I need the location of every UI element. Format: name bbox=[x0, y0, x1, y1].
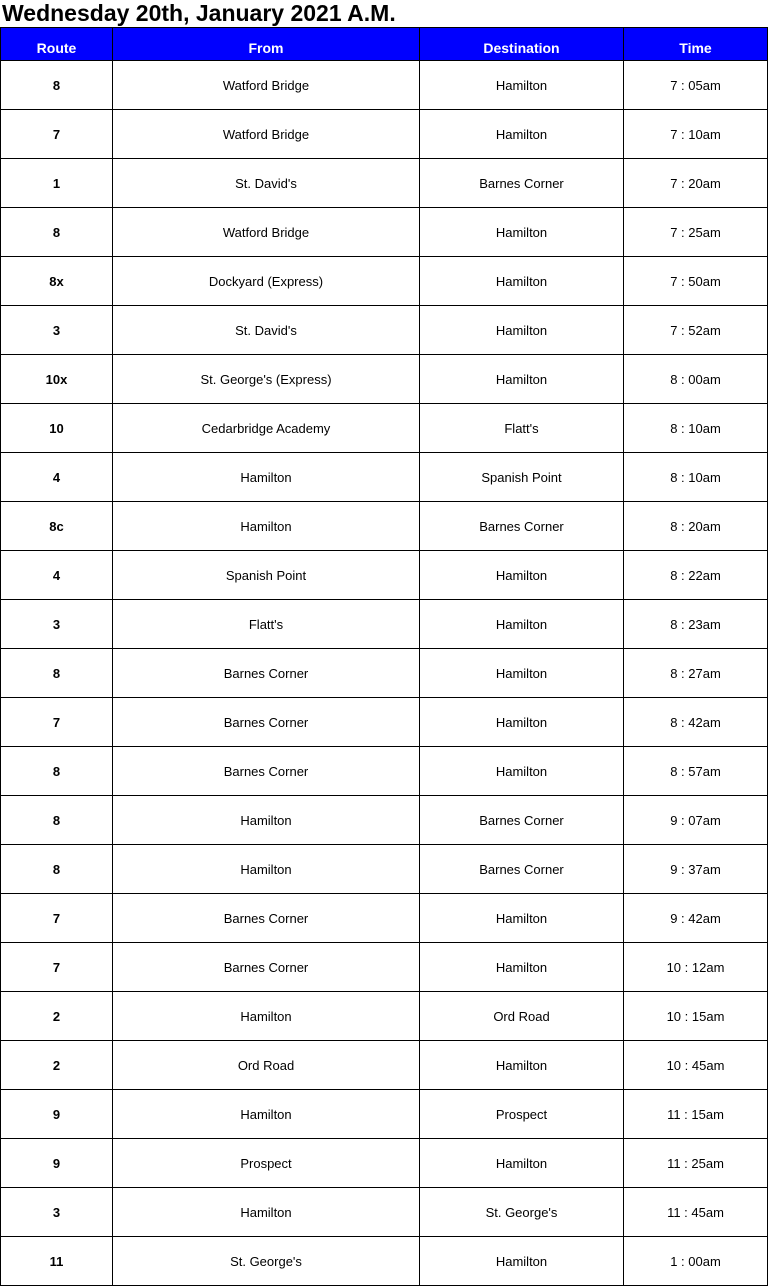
destination-cell: Hamilton bbox=[420, 1139, 624, 1188]
route-cell: 8 bbox=[1, 208, 113, 257]
route-cell: 1 bbox=[1, 159, 113, 208]
from-cell: Dockyard (Express) bbox=[113, 257, 420, 306]
route-cell: 4 bbox=[1, 453, 113, 502]
table-row bbox=[1, 502, 768, 551]
destination-cell: Hamilton bbox=[420, 551, 624, 600]
table-row bbox=[1, 355, 768, 404]
destination-cell: Hamilton bbox=[420, 61, 624, 110]
table-row bbox=[1, 1139, 768, 1188]
table-row bbox=[1, 1237, 768, 1286]
table-row bbox=[1, 992, 768, 1041]
from-cell: Prospect bbox=[113, 1139, 420, 1188]
destination-cell: Barnes Corner bbox=[420, 502, 624, 551]
route-cell: 4 bbox=[1, 551, 113, 600]
from-cell: Spanish Point bbox=[113, 551, 420, 600]
from-cell: Barnes Corner bbox=[113, 698, 420, 747]
time-cell: 10 : 45am bbox=[624, 1041, 768, 1090]
table-row bbox=[1, 110, 768, 159]
time-cell: 8 : 22am bbox=[624, 551, 768, 600]
from-cell: Watford Bridge bbox=[113, 61, 420, 110]
time-cell: 7 : 05am bbox=[624, 61, 768, 110]
time-cell: 10 : 15am bbox=[624, 992, 768, 1041]
from-cell: Watford Bridge bbox=[113, 208, 420, 257]
route-cell: 8 bbox=[1, 796, 113, 845]
time-cell: 11 : 45am bbox=[624, 1188, 768, 1237]
table-row bbox=[1, 404, 768, 453]
from-cell: Hamilton bbox=[113, 502, 420, 551]
destination-cell: Barnes Corner bbox=[420, 159, 624, 208]
from-cell: Watford Bridge bbox=[113, 110, 420, 159]
bus-schedule-table bbox=[0, 27, 768, 1286]
destination-cell: Hamilton bbox=[420, 110, 624, 159]
time-cell: 11 : 25am bbox=[624, 1139, 768, 1188]
time-cell: 7 : 20am bbox=[624, 159, 768, 208]
header-from: From bbox=[113, 28, 420, 61]
destination-cell: Hamilton bbox=[420, 943, 624, 992]
route-cell: 7 bbox=[1, 110, 113, 159]
from-cell: Barnes Corner bbox=[113, 894, 420, 943]
route-cell: 8 bbox=[1, 649, 113, 698]
time-cell: 8 : 42am bbox=[624, 698, 768, 747]
time-cell: 11 : 15am bbox=[624, 1090, 768, 1139]
time-cell: 7 : 50am bbox=[624, 257, 768, 306]
destination-cell: Hamilton bbox=[420, 306, 624, 355]
route-cell: 7 bbox=[1, 698, 113, 747]
time-cell: 7 : 52am bbox=[624, 306, 768, 355]
destination-cell: Spanish Point bbox=[420, 453, 624, 502]
header-time: Time bbox=[624, 28, 768, 61]
header-row bbox=[1, 28, 768, 61]
from-cell: Hamilton bbox=[113, 992, 420, 1041]
from-cell: Hamilton bbox=[113, 1090, 420, 1139]
header-destination: Destination bbox=[420, 28, 624, 61]
time-cell: 10 : 12am bbox=[624, 943, 768, 992]
route-cell: 8 bbox=[1, 61, 113, 110]
time-cell: 9 : 37am bbox=[624, 845, 768, 894]
table-row bbox=[1, 453, 768, 502]
destination-cell: Barnes Corner bbox=[420, 796, 624, 845]
table-row bbox=[1, 747, 768, 796]
from-cell: Hamilton bbox=[113, 453, 420, 502]
route-cell: 11 bbox=[1, 1237, 113, 1286]
from-cell: Hamilton bbox=[113, 796, 420, 845]
from-cell: St. George's (Express) bbox=[113, 355, 420, 404]
table-row bbox=[1, 208, 768, 257]
destination-cell: St. George's bbox=[420, 1188, 624, 1237]
route-cell: 9 bbox=[1, 1090, 113, 1139]
table-row bbox=[1, 1090, 768, 1139]
destination-cell: Flatt's bbox=[420, 404, 624, 453]
destination-cell: Hamilton bbox=[420, 355, 624, 404]
time-cell: 1 : 00am bbox=[624, 1237, 768, 1286]
destination-cell: Hamilton bbox=[420, 649, 624, 698]
route-cell: 8x bbox=[1, 257, 113, 306]
table-row bbox=[1, 1188, 768, 1237]
table-row bbox=[1, 257, 768, 306]
table-row bbox=[1, 159, 768, 208]
table-row bbox=[1, 551, 768, 600]
from-cell: Barnes Corner bbox=[113, 943, 420, 992]
time-cell: 9 : 42am bbox=[624, 894, 768, 943]
time-cell: 8 : 23am bbox=[624, 600, 768, 649]
from-cell: St. George's bbox=[113, 1237, 420, 1286]
time-cell: 8 : 57am bbox=[624, 747, 768, 796]
route-cell: 3 bbox=[1, 306, 113, 355]
table-row bbox=[1, 845, 768, 894]
from-cell: Cedarbridge Academy bbox=[113, 404, 420, 453]
from-cell: Ord Road bbox=[113, 1041, 420, 1090]
table-body bbox=[1, 61, 768, 1286]
time-cell: 8 : 20am bbox=[624, 502, 768, 551]
route-cell: 8 bbox=[1, 747, 113, 796]
page-title: Wednesday 20th, January 2021 A.M. bbox=[2, 0, 396, 26]
table-row bbox=[1, 698, 768, 747]
time-cell: 8 : 00am bbox=[624, 355, 768, 404]
destination-cell: Hamilton bbox=[420, 1041, 624, 1090]
route-cell: 3 bbox=[1, 600, 113, 649]
destination-cell: Hamilton bbox=[420, 747, 624, 796]
time-cell: 8 : 10am bbox=[624, 453, 768, 502]
header-route: Route bbox=[1, 28, 113, 61]
time-cell: 8 : 10am bbox=[624, 404, 768, 453]
from-cell: Barnes Corner bbox=[113, 649, 420, 698]
destination-cell: Hamilton bbox=[420, 698, 624, 747]
destination-cell: Barnes Corner bbox=[420, 845, 624, 894]
table-row bbox=[1, 796, 768, 845]
route-cell: 2 bbox=[1, 992, 113, 1041]
route-cell: 9 bbox=[1, 1139, 113, 1188]
destination-cell: Ord Road bbox=[420, 992, 624, 1041]
table-header bbox=[1, 28, 768, 61]
from-cell: St. David's bbox=[113, 159, 420, 208]
from-cell: Flatt's bbox=[113, 600, 420, 649]
time-cell: 9 : 07am bbox=[624, 796, 768, 845]
from-cell: St. David's bbox=[113, 306, 420, 355]
route-cell: 7 bbox=[1, 894, 113, 943]
from-cell: Hamilton bbox=[113, 1188, 420, 1237]
route-cell: 7 bbox=[1, 943, 113, 992]
route-cell: 10x bbox=[1, 355, 113, 404]
destination-cell: Hamilton bbox=[420, 600, 624, 649]
route-cell: 2 bbox=[1, 1041, 113, 1090]
destination-cell: Hamilton bbox=[420, 1237, 624, 1286]
route-cell: 10 bbox=[1, 404, 113, 453]
from-cell: Barnes Corner bbox=[113, 747, 420, 796]
table-row bbox=[1, 1041, 768, 1090]
time-cell: 7 : 25am bbox=[624, 208, 768, 257]
table-row bbox=[1, 943, 768, 992]
time-cell: 7 : 10am bbox=[624, 110, 768, 159]
destination-cell: Hamilton bbox=[420, 894, 624, 943]
route-cell: 3 bbox=[1, 1188, 113, 1237]
route-cell: 8 bbox=[1, 845, 113, 894]
table-row bbox=[1, 894, 768, 943]
route-cell: 8c bbox=[1, 502, 113, 551]
table-row bbox=[1, 61, 768, 110]
destination-cell: Prospect bbox=[420, 1090, 624, 1139]
time-cell: 8 : 27am bbox=[624, 649, 768, 698]
table-row bbox=[1, 600, 768, 649]
destination-cell: Hamilton bbox=[420, 257, 624, 306]
table-row bbox=[1, 649, 768, 698]
from-cell: Hamilton bbox=[113, 845, 420, 894]
table-row bbox=[1, 306, 768, 355]
destination-cell: Hamilton bbox=[420, 208, 624, 257]
